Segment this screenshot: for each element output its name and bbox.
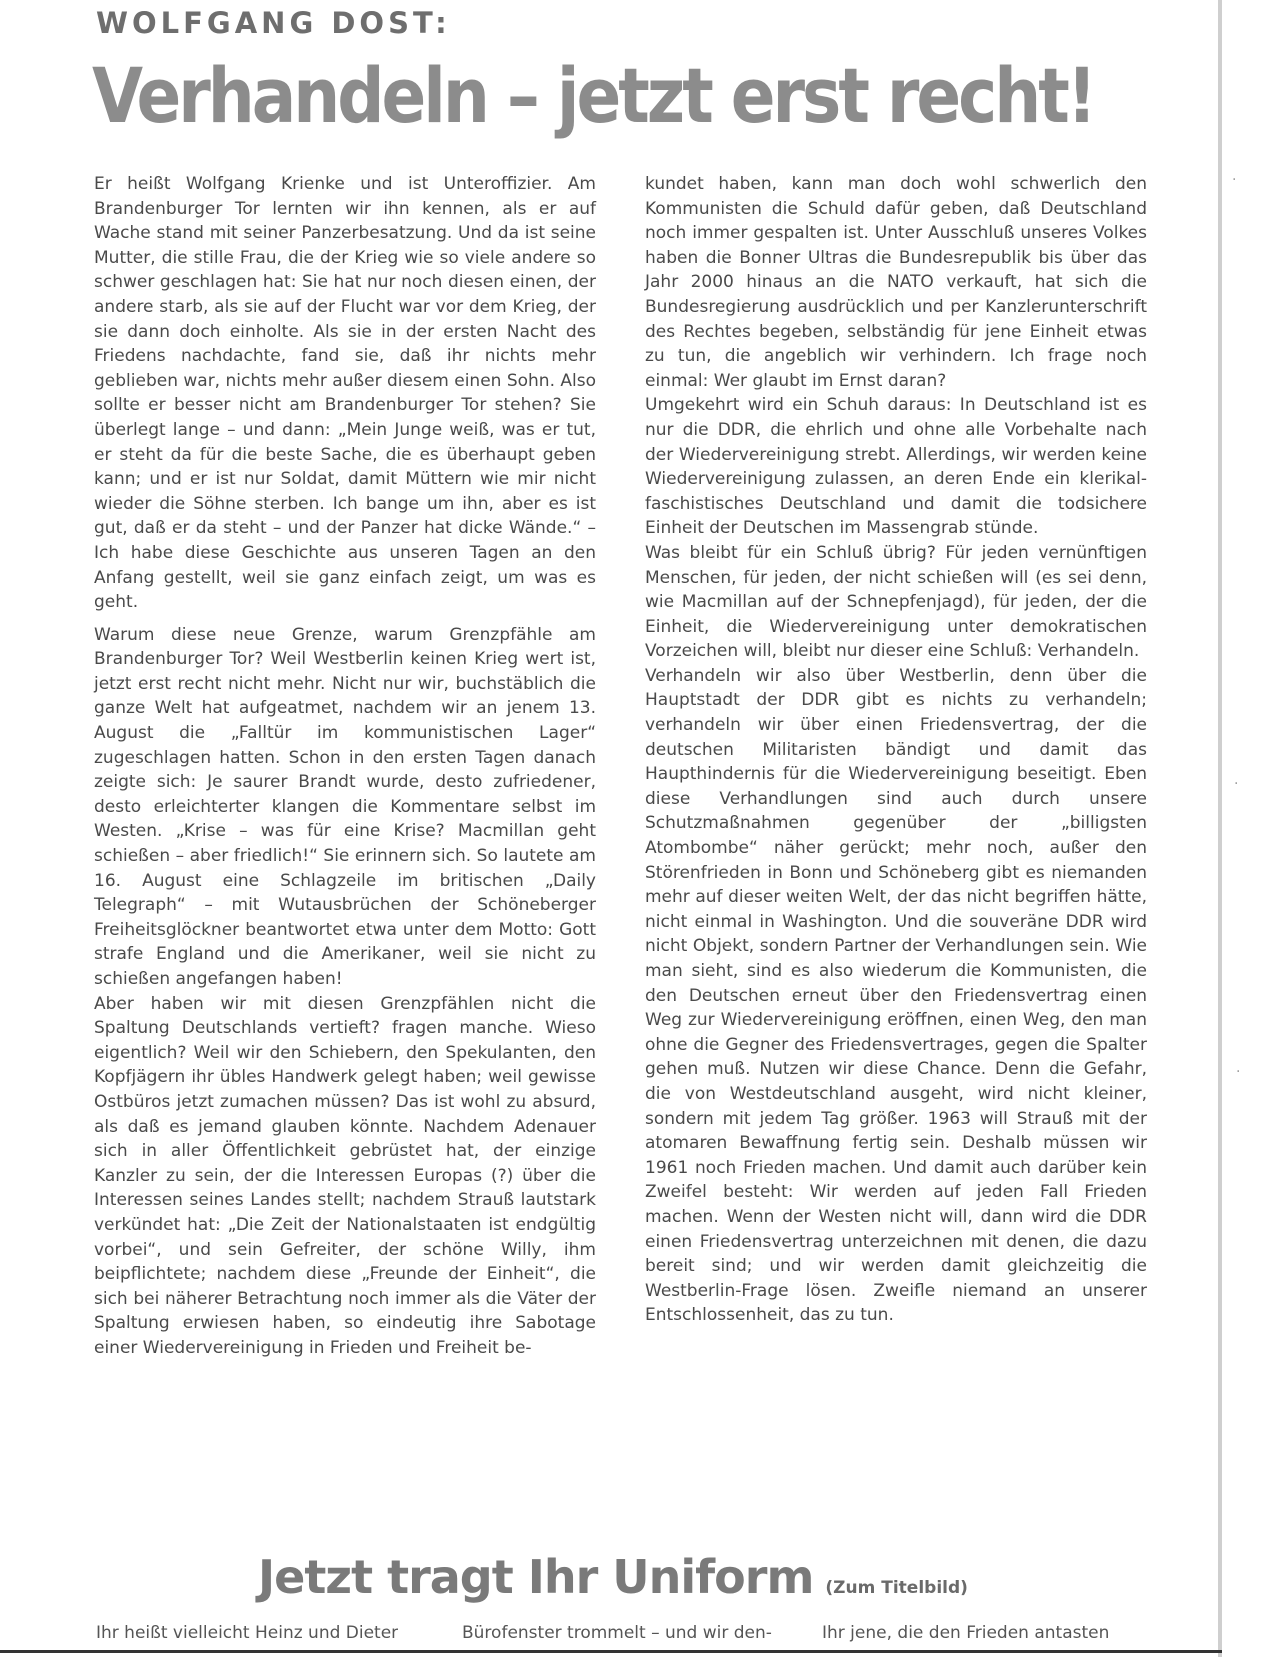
- paragraph: Umgekehrt wird ein Schuh daraus: In Deutschland ist es nur die DDR, die ehrlich und ohne alle Vorbehalte nach der Wiedervereinigung strebt. Allerdings, wir werden keine Wiedervereinigung zulassen, an deren Ende ein klerikal-faschistisches Deutschland und damit die todsichere Einheit der Deutschen im Massengrab stünde.: [645, 395, 1147, 539]
- paragraph: kundet haben, kann man doch wohl schwerlich den Kommunisten die Schuld dafür geben, daß Deutschland noch immer gespalten ist. Unter Ausschluß unseres Volkes haben die Bonner Ultras die Bundesrepublik bis über das Jahr 2000 hinaus an die NATO verkauft, hat sich die Bundesregierung ausdrücklich und per Kanzlerunterschrift des Rechtes begeben, selbständig für jene Einheit etwas zu tun, die angeblich wir verhindern. Ich frage noch einmal: Wer glaubt im Ernst daran?: [645, 174, 1147, 391]
- paragraph: Er heißt Wolfgang Krienke und ist Unteroffizier. Am Brandenburger Tor lernten wir ihn kennen, als er auf Wache stand mit seiner Panzerbesatzung. Und da ist seine Mutter, die stille Frau, die der Krieg wie so viele andere so schwer geschlagen hat: Sie hat nur noch diesen einen, der andere starb, als sie auf der Flucht war vor dem Krieg, der sie dann doch einholte. Als sie in der ersten Nacht des Friedens nachdachte, fand sie, daß ihr nichts mehr geblieben war, nichts mehr außer diesem einen Sohn. Also sollte er besser nicht am Brandenburger Tor stehen? Sie überlegt lange – und dann: „Mein Junge weiß, was er tut, er steht da für die beste Sache, die es überhaupt geben kann; und er ist nur Soldat, damit Müttern wie mir nicht wieder die Söhne sterben. Ich bange um ihn, aber es ist gut, daß er da steht – und der Panzer hat dicke Wände.“ – Ich habe diese Geschichte aus unseren Tagen an den Anfang gestellt, weil sie ganz einfach zeigt, um was es geht.: [94, 174, 596, 613]
- author-byline: WOLFGANG DOST:: [96, 6, 451, 40]
- page-edge-shadow: [1218, 0, 1222, 1657]
- next-article-title: Jetzt tragt Ihr Uniform: [258, 1550, 814, 1604]
- next-article-teaser-col3: Ihr jene, die den Frieden antasten: [822, 1623, 1110, 1643]
- margin-mark: ·: [1236, 1064, 1241, 1080]
- margin-mark: ·: [1234, 776, 1239, 792]
- paragraph: Warum diese neue Grenze, warum Grenzpfähle am Brandenburger Tor? Weil Westberlin keinen Krieg wert ist, jetzt erst recht nicht mehr. Nicht nur wir, buchstäblich die ganze Welt hat aufgeatmet, nachdem wir an jenem 13. August die „Falltür im kommunistischen Lager“ zugeschlagen hatten. Schon in den ersten Tagen danach zeigte sich: Je saurer Brandt wurde, desto zufriedener, desto erleichterter klangen die Kommentare selbst im Westen. „Krise – was für eine Krise? Macmillan geht schießen – aber friedlich!“ Sie erinnern sich. So lautete am 16. August eine Schlagzeile im britischen „Daily Telegraph“ – mit Wutausbrüchen der Schöneberger Freiheitsglöckner beantwortet etwa unter dem Motto: Gott strafe England und die Amerikaner, weil sie nicht zu schießen angefangen haben!: [94, 624, 596, 989]
- article-column-left: [94, 172, 596, 1361]
- margin-mark: ·: [1232, 172, 1237, 188]
- headline: Verhandeln – jetzt erst recht!: [92, 52, 1094, 141]
- next-article-teaser-col1: Ihr heißt vielleicht Heinz und Dieter: [96, 1623, 399, 1643]
- next-article-teaser-col2: Bürofenster trommelt – und wir den-: [462, 1623, 772, 1643]
- next-article-heading: [258, 1550, 968, 1604]
- bottom-rule: [0, 1650, 1222, 1653]
- paragraph: Aber haben wir mit diesen Grenzpfählen nicht die Spaltung Deutschlands vertieft? fragen manche. Wieso eigentlich? Weil wir den Schiebern, den Spekulanten, den Kopfjägern ihr übles Handwerk gelegt haben; weil gewisse Ostbüros jetzt zumachen müssen? Das ist wohl zu absurd, als daß es jemand glauben könnte. Nachdem Adenauer sich in aller Öffentlichkeit gebrüstet hat, der einzige Kanzler zu sein, der die Interessen Europas (?) über die Interessen seines Landes stellt; nachdem Strauß lautstark verkündet hat: „Die Zeit der Nationalstaaten ist endgültig vorbei“, und sein Gefreiter, der schöne Willy, ihm beipflichtete; nachdem diese „Freunde der Einheit“, die sich bei näherer Betrachtung noch immer als die Väter der Spaltung erwiesen haben, so eindeutig ihre Sabotage einer Wiedervereinigung in Frieden und Freiheit be-: [94, 993, 596, 1358]
- article-column-right: [645, 172, 1147, 1328]
- next-article-subtitle: (Zum Titelbild): [825, 1578, 968, 1598]
- paragraph: Was bleibt für ein Schluß übrig? Für jeden vernünftigen Menschen, für jeden, der nicht schießen will (es sei denn, wie Macmillan auf der Schnepfenjagd), für jeden, der die Einheit, die Wiedervereinigung unter demokratischen Vorzeichen will, bleibt nur dieser eine Schluß: Verhandeln.: [645, 542, 1147, 662]
- paragraph: Verhandeln wir also über Westberlin, denn über die Hauptstadt der DDR gibt es nichts zu verhandeln; verhandeln wir über einen Friedensvertrag, der die deutschen Militaristen bändigt und damit das Haupthindernis für die Wiedervereinigung beseitigt. Eben diese Verhandlungen sind auch durch unsere Schutzmaßnahmen gegenüber der „billigsten Atombombe“ näher gerückt; mehr noch, außer den Störenfrieden in Bonn und Schöneberg gibt es niemanden mehr auf dieser weiten Welt, der das nicht begriffen hätte, nicht einmal in Washington. Und die souveräne DDR wird nicht Objekt, sondern Partner der Verhandlungen sein. Wie man sieht, sind es also wiederum die Kommunisten, die den Deutschen erneut über den Friedensvertrag einen Weg zur Wiedervereinigung eröffnen, einen Weg, den man ohne die Gegner des Friedensvertrages, gegen die Spalter gehen muß. Nutzen wir diese Chance. Denn die Gefahr, die von Westdeutschland ausgeht, wird nicht kleiner, sondern mit jedem Tag größer. 1963 will Strauß mit der atomaren Bewaffnung fertig sein. Deshalb müssen wir 1961 noch Frieden machen. Und damit auch darüber kein Zweifel besteht: Wir werden auf jeden Fall Frieden machen. Wenn der Westen nicht will, dann wird die DDR einen Friedensvertrag unterzeichnen mit denen, die dazu bereit sind; und wir werden damit gleichzeitig die Westberlin-Frage lösen. Zweifle niemand an unserer Entschlossenheit, das zu tun.: [645, 665, 1147, 1326]
